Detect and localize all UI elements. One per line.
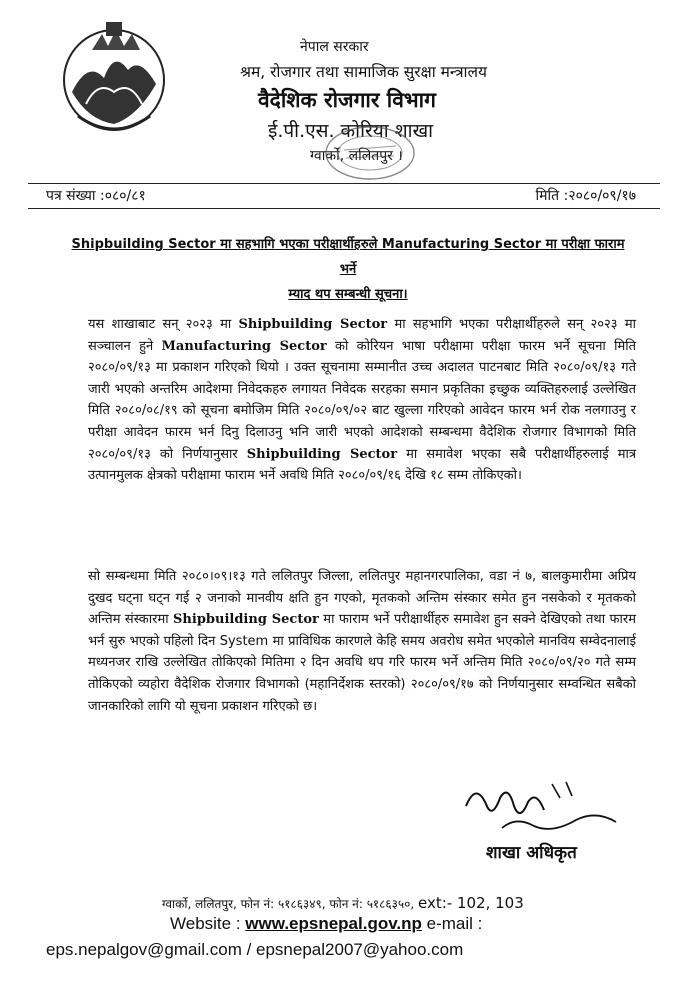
body-paragraph-2 <box>88 566 636 717</box>
p2-text-c: मा फाराम भर्ने परीक्षार्थीहरु समावेश हुन सक्ने देखिएको तथा फारम भर्न सुरु भएको पहिलो दिन System मा प्राविधिक कारणले केहि समय अवरोध समेत भएकोले मानविय सम्वेदनालाई मध्यनजर राखि उल्लेखित तोकिएको मितिमा २ दिन अवधि थप गरि फारम भर्ने अन्तिम मिति २०८०/०९/२० गते सम्म तोकिएको व्यहोरा वैदेशिक रोजगार विभागको (महानिर्देशक स्तरको) २०८०/०९/१७ को निर्णयानुसार सम्वन्धित सबैको जानकारिको लागि यो सूचना प्रकाशन गरिएको छ। <box>88 612 637 714</box>
official-stamp-icon <box>322 124 418 182</box>
website-link[interactable]: www.epsnepal.gov.np <box>245 914 422 933</box>
header-divider-bottom <box>28 208 660 209</box>
p2-text-a: सो सम्बन्धमा मिति २०८०।०९।१३ गते ललितपुर जिल्ला, ललितपुर महानगरपालिका, वडा नं ७, बालकुमारीमा अप्रिय दुखद घट्ना घट्न गई २ जनाको मानवीय क्षति हुन गएको, मृतकको अन्तिम संस्कार समेत हुन नसकेको र मृतकको अन्तिम संस्कारमा <box>88 569 636 628</box>
email-label: e-mail : <box>421 914 483 933</box>
p1-text-a: यस शाखाबाट सन् २०२३ मा <box>88 317 239 332</box>
ministry-name: श्रम, रोजगार तथा सामाजिक सुरक्षा मन्त्रालय <box>240 63 488 81</box>
p1-text-c: मा सहभागि भएका परीक्षार्थीहरुले सन् २०२३ मा सञ्चालन हुने <box>88 317 636 354</box>
p1-sector-a: Shipbuilding Sector <box>238 317 388 332</box>
footer-emails: eps.nepalgov@gmail.com / epsnepal2007@yahoo.com <box>46 940 464 959</box>
government-name: नेपाल सरकार <box>300 39 369 55</box>
p1-text-g: मा समावेश भएका सबै परीक्षार्थीहरुलाई मात्र उत्पानमुलक क्षेत्रको परीक्षामा फाराम भर्ने अवधि मिति २०८०/०९/१६ देखि १८ सम्म तोकिएको। <box>88 446 637 484</box>
letter-date: मिति :२०८०/०९/१७ <box>535 188 636 204</box>
body-paragraph-1 <box>88 314 636 487</box>
footer-web <box>170 914 482 934</box>
header-divider-top <box>28 183 660 184</box>
signatory-title: शाखा अधिकृत <box>486 843 577 863</box>
notice-subject <box>70 232 626 307</box>
footer-extension: ext:- 102, 103 <box>418 894 524 912</box>
signature-icon <box>456 776 626 846</box>
subject-line-2: म्याद थप सम्बन्धी सूचना। <box>288 287 408 302</box>
p1-text-e: को कोरियन भाषा परीक्षामा परीक्षा फारम भर्ने सूचना मिति २०८०/०९/१३ मा प्रकाशन गरिएको थियो । उक्त सूचनामा सम्मानीत उच्च अदालत पाटनबाट मिति २०८०/०९/१३ गते जारी भएको अन्तरिम आदेशमा निवेदकहरु लगायत निवेदक सरहका समान प्रकृतिका इच्छुक व्यक्तिहरुलाई उल्लेखित मिति २०८०/०८/१९ को सूचना बमोजिम मिति २०८०/०९/०२ बाट खुल्ला गरिएको आवेदन फारम भर्न रोक नलगाउनु र परीक्षा आवेदन फारम भर्न दिनु दिलाउनु भनि जारी भएको आदेशको सम्बन्धमा वैदेशिक रोजगार विभागको मिति २०८०/०९/१३ को निर्णयानुसार <box>88 338 636 462</box>
footer-address-phone: ग्वार्को, ललितपुर, फोन नं: ५१८६३४९, फोन नं: ५१८६३५०, <box>162 897 419 911</box>
footer-contact <box>162 894 524 912</box>
section-name: ई.पी.एस. कोरिया शाखा <box>268 120 434 142</box>
website-label: Website : <box>170 914 246 933</box>
subject-line-1: Shipbuilding Sector मा सहभागि भएका परीक्षार्थीहरुले Manufacturing Sector मा परीक्षा फाराम भर्ने <box>71 237 625 277</box>
p1-sector-f: Shipbuilding Sector <box>246 446 398 462</box>
department-name: वैदेशिक रोजगार विभाग <box>258 88 436 112</box>
p1-sector-d: Manufacturing Sector <box>161 338 327 354</box>
nepal-government-emblem-icon <box>58 20 170 138</box>
office-location: ग्वार्को, ललितपुर । <box>310 148 403 164</box>
p2-sector-b: Shipbuilding Sector <box>173 612 319 628</box>
reference-number: पत्र संख्या :०८०/८१ <box>46 188 146 204</box>
